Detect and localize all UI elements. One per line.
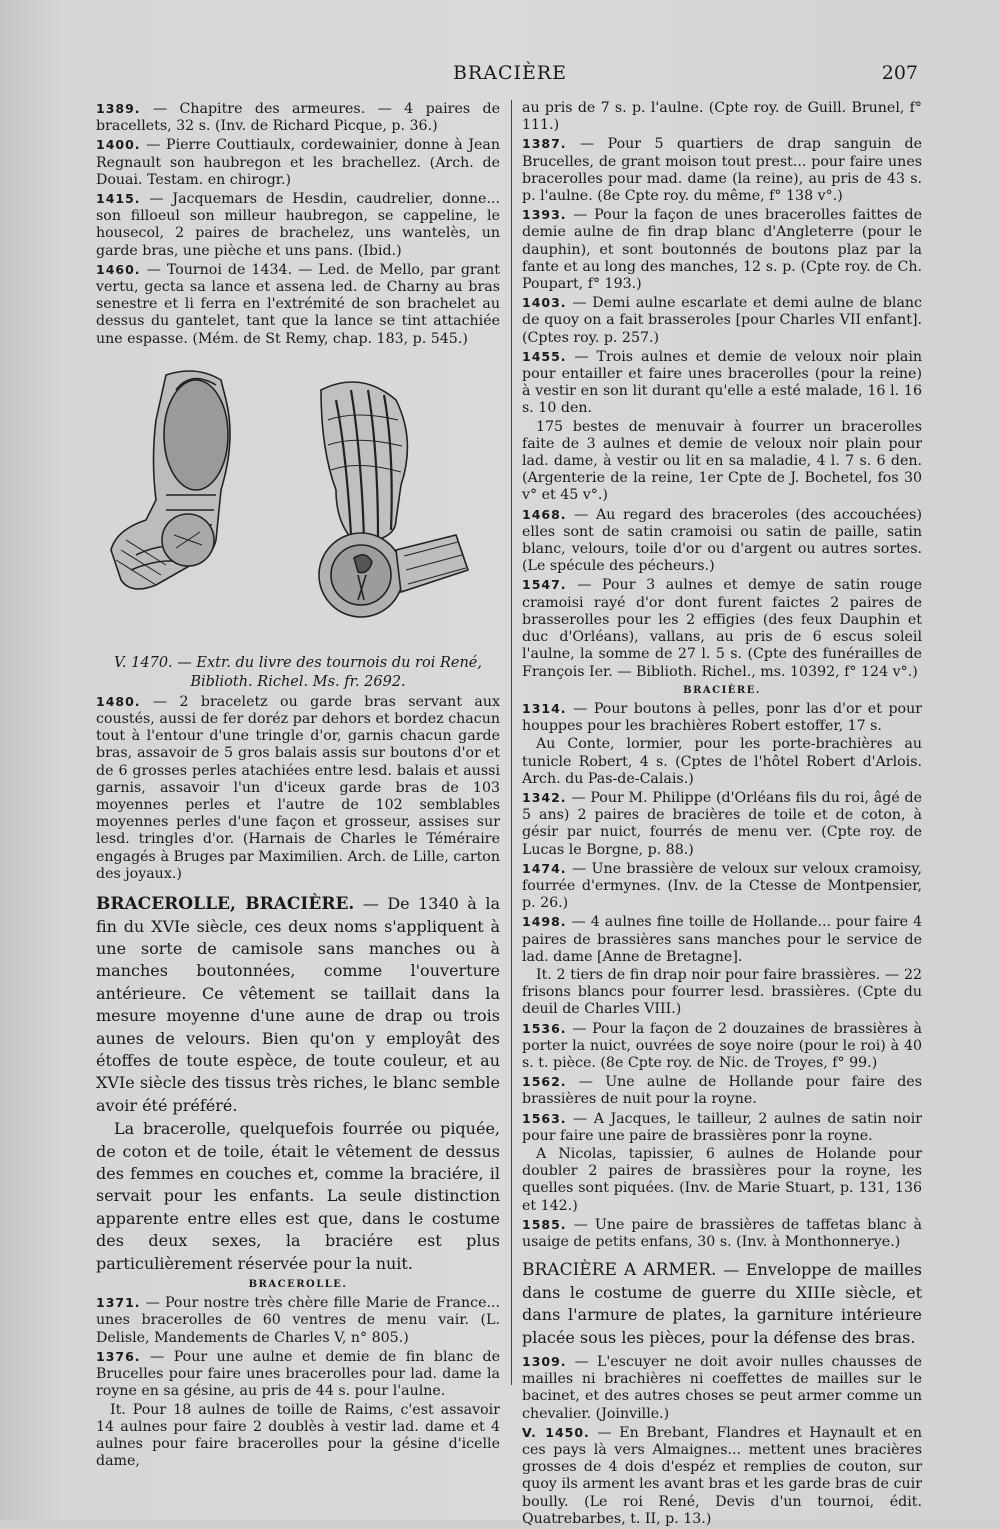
section-heading-braciere: BRACIÈRE. [683, 684, 761, 696]
running-title: BRACIÈRE [452, 62, 568, 84]
bracerolle-article: BRACEROLLE, BRACIÈRE. — De 1340 à la fin du XVIe siècle, ces deux noms s'appliquent à une sorte de camisole sans manches ou à manches boutonnées, comme l'ouverture antérieure. Ce vêtement se taillait dans la mesure moyenne d'une aune de drap ou trois aunes de velours. Bien qu'on y employât des étoffes de toute espèce, de toute couleur, et au XVIe siècle des tissus très riches, le blanc semble avoir été préféré. [96, 894, 500, 1115]
entry-1342: 1342. — Pour M. Philippe (d'Orléans fils du roi, âgé de 5 ans) 2 paires de bracières de toile et de coton, à gésir par nuict, fourrés de menu ver. (Cpte roy. de Lucas le Borgne, p. 88.) [522, 789, 922, 858]
entry-1389: 1389. — Chapitre des armeures. — 4 paires de bracellets, 32 s. (Inv. de Richard Picque, p. 36.) [96, 101, 500, 135]
entry-1474: 1474. — Une brassière de veloux sur veloux cramoisy, fourrée d'ermynes. (Inv. de la Ctesse de Montpensier, p. 26.) [522, 860, 922, 912]
entry-1371: 1371. — Pour nostre très chère fille Marie de France... unes bracerolles de 60 ventres de menu vair. (L. Delisle, Mandements de Charles V, n° 805.) [96, 1295, 500, 1346]
entry-1547: 1547. — Pour 3 aulnes et demye de satin rouge cramoisi rayé d'or dont furent faictes 2 paires de brasserolles pour les 2 effigies (des feux Dauphin et duc d'Orléans), vallans, au pris de 6 escus soleil l'aulne, la somme de 27 l. 5 s. (Cpte des funérailles de François Ier. — Biblioth. Richel., ms. 10392, f° 124 v°.) [522, 577, 922, 680]
entry-1455: 1455. — Trois aulnes et demie de veloux noir plain pour entailler et faire unes bracerolles (pour la reine) à vestir en son lit durant qu'elle a esté malade, 16 l. 16 s. 10 den. [522, 348, 922, 417]
entry-1498-cont: It. 2 tiers de fin drap noir pour faire brassières. — 22 frisons blancs pour fourrer lesd. brassières. (Cpte du deuil de Charles VIII.) [522, 966, 922, 1018]
entry-1498: 1498. — 4 aulnes fine toille de Hollande... pour faire 4 paires de brassières sans manches pour le service de lad. dame [Anne de Bretagne]. [522, 914, 922, 965]
entry-1585: 1585. — Une paire de brassières de taffetas blanc à usaige de petits enfans, 30 s. (Inv. à Monthonnerye.) [522, 1216, 922, 1250]
bracerolle-paragraph-2: La bracerolle, quelquefois fourrée ou piquée, de coton et de toile, était le vêtement de dessus des femmes en couches et, comme la braciére, il servait pour les enfants. La seule distinction apparente entre elles est que, dans le costume des deux sexes, la braciére est plus particulièrement réservée pour la nuit. [96, 1119, 500, 1273]
entry-1450: V. 1450. — En Brebant, Flandres et Haynault et en ces pays là vers Almaignes... mettent unes bracières grosses de 4 dois d'espéz et remplies de couton, sur quoy ils arment les avant bras et les garde bras de cuir boully. (Le roi René, Devis d'un tournoi, édit. Quatrebarbes, t. II, p. 13.) [522, 1424, 922, 1527]
armor-illustration [96, 360, 500, 650]
entry-1314: 1314. — Pour boutons à pelles, ponr las d'or et pour houppes pour les brachières Robert estoffer, 17 s. [522, 700, 922, 735]
braciere-a-armer-article: BRACIÈRE A ARMER. — Enveloppe de mailles dans le costume de guerre du XIIIe siècle, et dans l'armure de plates, la garniture intérieure placée sous les pièces, pour la défense des bras. [522, 1260, 923, 1347]
entry-continuation: au pris de 7 s. p. l'aulne. (Cpte roy. de Guill. Brunel, f° 111.) [522, 100, 922, 134]
column-divider [511, 100, 512, 1385]
entry-1403: 1403. — Demi aulne escarlate et demi aulne de blanc de quoy on a fait brasseroles [pour Charles VII enfant]. (Cptes roy. p. 257.) [522, 295, 922, 346]
entry-1415: 1415. — Jacquemars de Hesdin, caudrelier, donne... son filloeul son milleur haubregon, se cappeline, le housecol, 2 paires de brachelez, uns wantelès, un garde bras, une pièche et uns pans. (Ibid.) [96, 191, 500, 259]
entry-1309: 1309. — L'escuyer ne doit avoir nulles chausses de mailles ni brachières ni coeffettes de mailles sur le bacinet, et des autres choses se peut armer comme un chevalier. (Joinville.) [522, 1353, 922, 1422]
page-number: 207 [881, 62, 918, 84]
entry-1460: 1460. — Tournoi de 1434. — Led. de Mello, par grant vertu, gecta sa lance et assena led. de Charny au bras senestre et li ferra en l'extrémité de son brachelet au dessus du gantelet, tant que la lance se tint attachiée une espasse. (Mém. de St Remy, chap. 183, p. 545.) [96, 261, 500, 347]
entry-1387: 1387. — Pour 5 quartiers de drap sanguin de Brucelles, de grant moison tout prest... pour faire unes bracerolles pour mad. dame (la reine), au pris de 43 s. p. l'aulne. (8e Cpte roy. du même, f° 138 v°.) [522, 136, 922, 205]
entry-1314-cont: Au Conte, lormier, pour les porte-brachières au tunicle Robert, 4 s. (Cptes de l'hôtel Robert d'Arlois. Arch. du Pas-de-Calais.) [522, 736, 922, 787]
entry-1468: 1468. — Au regard des braceroles (des accouchées) elles sont de satin cramoisi ou satin de paille, satin blanc, velours, toile d'or ou d'argent ou autres sortes. (Le spécule des pécheurs.) [522, 506, 922, 575]
section-heading-bracerolle: BRACEROLLE. [248, 1279, 348, 1291]
entry-1376-cont: It. Pour 18 aulnes de toille de Raims, c'est assavoir 14 aulnes pour faire 2 doublès à vestir lad. dame et 4 aulnes pour faire bracerolles pour la gésine d'icelle dame, [96, 1401, 500, 1470]
entry-1536: 1536. — Pour la façon de 2 douzaines de brassières à porter la nuict, ouvrées de soye noire (pour le roi) à 40 s. t. pièce. (8e Cpte roy. de Nic. de Troyes, f° 99.) [522, 1020, 922, 1071]
entry-1455-cont: 175 bestes de menuvair à fourrer un bracerolles faite de 3 aulnes et demie de veloux noir plain pour lad. dame, à vestir ou lit en sa maladie, 4 l. 7 s. 6 den. (Argenterie de la reine, 1er Cpte de J. Bochetel, fos 30 v° et 45 v°.) [522, 418, 922, 504]
vambrace-engraving [96, 360, 500, 650]
entry-1563: 1563. — A Jacques, le tailleur, 2 aulnes de satin noir pour faire une paire de brassières ponr la royne. [522, 1110, 922, 1144]
left-column [96, 100, 500, 1471]
entry-1563-cont: A Nicolas, tapissier, 6 aulnes de Holande pour doubler 2 paires de brassières pour la royne, les quelles sont piquées. (Inv. de Marie Stuart, p. 131, 136 et 142.) [522, 1145, 922, 1214]
entry-1562: 1562. — Une aulne de Hollande pour faire des brassières de nuit pour la royne. [522, 1074, 922, 1108]
entry-1480: 1480. — 2 braceletz ou garde bras servant aux coustés, aussi de fer doréz par dehors et bordez chacun tout à l'entour d'une tringle d'or, garnis chacun garde bras, assavoir de 5 gros balais assis sur boutons d'or et de 6 grosses perles atachiées entre lesd. balais et aussi garnis, assavoir l'un d'iceux garde bras de 103 moyennes perles et l'autre de 102 semblables moyennes perles d'une façon et grosseur, assises sur lesd. tringles d'or. (Harnais de Charles le Téméraire engagés à Bruges par Maximilien. Arch. de Lille, carton des joyaux.) [96, 693, 500, 882]
entry-1393: 1393. — Pour la façon de unes bracerolles faittes de demie aulne de fin drap blanc d'Angleterre (pour le dauphin), et sont boutonnés de boutons plaz par la fante et au long des manches, 12 s. p. (Cpte roy. de Ch. Poupart, f° 193.) [522, 207, 922, 293]
figure-caption: V. 1470. — Extr. du livre des tournois du roi René, Biblioth. Richel. Ms. fr. 2692. [113, 654, 482, 690]
right-column [522, 100, 922, 1529]
running-header [110, 62, 918, 92]
entry-1400: 1400. — Pierre Couttiaulx, cordewainier, donne à Jean Regnault son haubregon et les brachellez. (Arch. de Douai. Testam. en chirogr.) [96, 137, 500, 188]
entry-1376: 1376. — Pour une aulne et demie de fin blanc de Brucelles pour faire unes bracerolles pour lad. dame la royne en sa gésine, au pris de 44 s. pour l'aulne. [96, 1348, 500, 1400]
